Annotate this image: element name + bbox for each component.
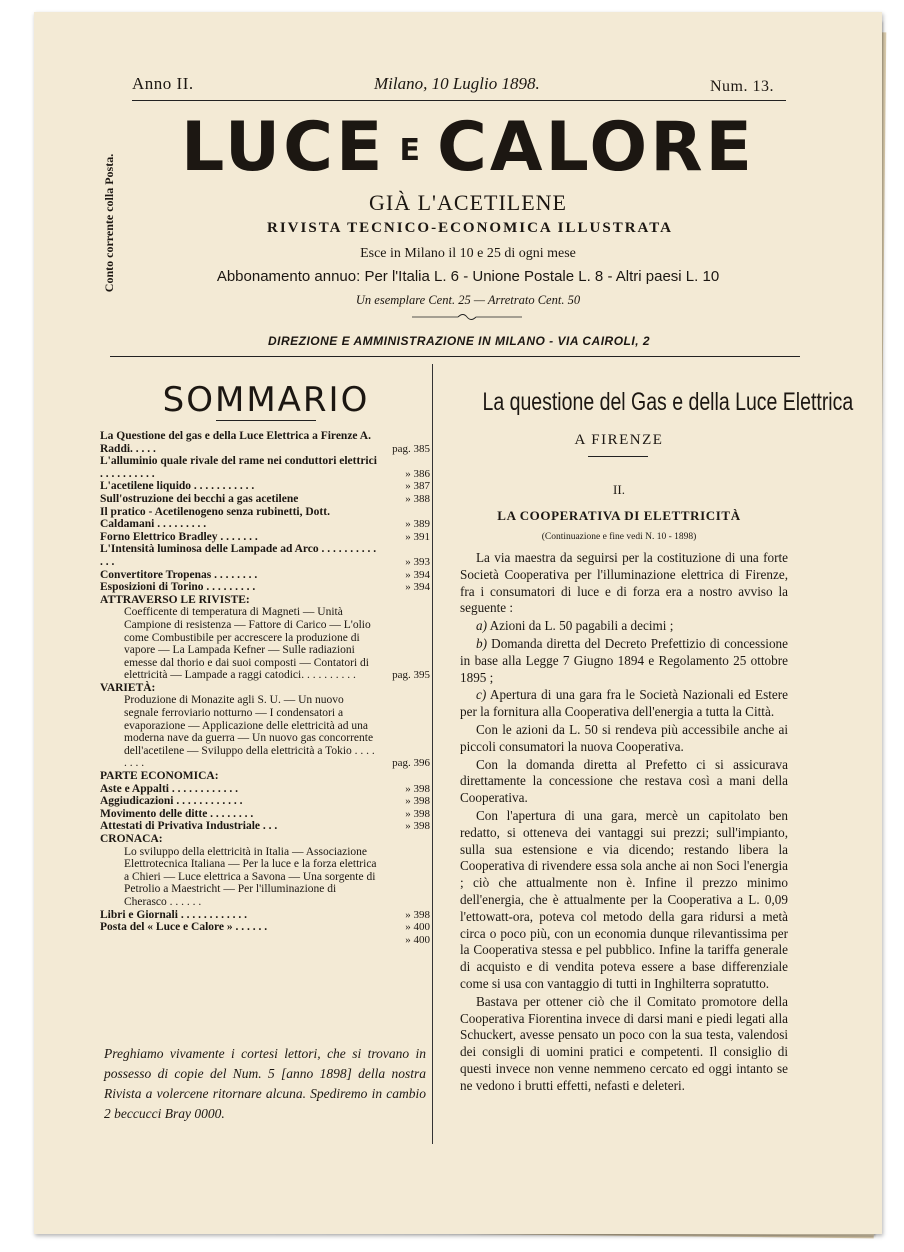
column-divider <box>432 364 433 1144</box>
article-paragraph: a) Azioni da L. 50 pagabili a decimi ; <box>476 618 674 634</box>
toc-entry-title: ATTRAVERSO LE RIVISTE: <box>100 593 250 606</box>
article-paragraph: Con le azioni da L. 50 si rendeva più accessibile anche ai piccoli consumatori la nuova Cooperativa. <box>460 721 788 754</box>
toc-entry-page: » 400 <box>405 921 430 934</box>
toc-entry-page: » 398 <box>405 782 430 795</box>
masthead-word-e: E <box>399 133 423 169</box>
toc-entry <box>100 543 430 568</box>
toc-entry <box>100 480 430 493</box>
article-body <box>460 550 788 1096</box>
issue-date: Milano, 10 Luglio 1898. <box>374 74 540 93</box>
toc-entry <box>100 795 430 808</box>
article-subtitle: A FIRENZE <box>574 432 664 448</box>
toc-entry <box>100 506 430 531</box>
toc-entry <box>100 783 430 796</box>
toc-entry <box>100 594 430 607</box>
reader-notice: Preghiamo vivamente i cortesi lettori, che si trovano in possesso di copie del Num. 5 [anno 1898] della nostra Rivista a volercene ritornare alcuna. Spediremo in cambio 2 beccucci Bray 0000. <box>104 1046 426 1121</box>
toc-entry-title: Sull'ostruzione dei becchi a gas acetilene <box>100 492 299 505</box>
toc-entry-title: Forno Elettrico Bradley . . . . . . . <box>100 530 258 543</box>
toc-entry-title: Libri e Giornali . . . . . . . . . . . . <box>100 908 247 921</box>
toc-entry-title: Esposizioni di Torino . . . . . . . . . <box>100 581 256 594</box>
toc-entry <box>100 808 430 821</box>
toc-entry <box>100 694 430 770</box>
toc-entry <box>100 934 430 947</box>
toc-entry <box>100 493 430 506</box>
toc-entry <box>100 682 430 695</box>
toc-entry-title: Convertitore Tropenas . . . . . . . . <box>100 568 258 581</box>
toc-entry-title: L'alluminio quale rivale del rame nei conduttori elettrici . . . . . . . . . . <box>100 455 377 480</box>
toc-entry-title: Lo sviluppo della elettricità in Italia — Associazione Elettrotecnica Italiana — Per la luce e la forza elettrica a Chieri — Luce elettrica a Savona — Una sorgente di Petrolio a Maestricht — Per l'illuminazione di Cherasco . . . . . . <box>124 845 377 908</box>
editorial-address: DIREZIONE E AMMINISTRAZIONE IN MILANO - VIA CAIROLI, 2 <box>267 334 651 348</box>
table-of-contents <box>100 430 430 946</box>
article-paragraph: La via maestra da seguirsi per la costituzione di una forte Società Cooperativa per l'illuminazione elettrica di Firenze, fra i consumatori di luce e di forza era a nostro avviso la seguente : <box>460 550 788 616</box>
toc-entry-page: » 393 <box>405 555 430 568</box>
toc-entry <box>100 455 430 480</box>
toc-entry-title: Movimento delle ditte . . . . . . . . <box>100 807 254 820</box>
masthead-subtitle: GIÀ L'ACETILENE <box>369 190 567 215</box>
summary-rule <box>216 420 316 421</box>
toc-entry <box>100 921 430 934</box>
header-rule <box>132 100 786 101</box>
article-title: La questione del Gas e della Luce Elettrica <box>482 388 854 416</box>
toc-entry <box>100 531 430 544</box>
toc-entry-title: La Questione del gas e della Luce Elettrica a Firenze A. Raddi. . . . . <box>100 430 371 455</box>
issue-frequency: Esce in Milano il 10 e 25 di ogni mese <box>360 246 576 261</box>
article-paragraph: b) Domanda diretta del Decreto Prefettizio di concessione in base alla Legge 7 Giugno 1894 e Regolamento 25 ottobre 1895 ; <box>460 635 788 685</box>
toc-entry-title: Aggiudicazioni . . . . . . . . . . . . <box>100 795 243 808</box>
toc-entry-page: » 398 <box>405 795 430 808</box>
toc-entry-page: » 386 <box>405 467 430 480</box>
article-heading: LA COOPERATIVA DI ELETTRICITÀ <box>497 508 741 523</box>
article-continuation-note: (Continuazione e fine vedi N. 10 - 1898) <box>541 532 697 542</box>
toc-entry <box>100 770 430 783</box>
toc-entry-page: » 388 <box>405 492 430 505</box>
toc-entry <box>100 569 430 582</box>
toc-entry-title: Il pratico - Acetilenogeno senza rubinetti, Dott. Caldamani . . . . . . . . . <box>100 505 330 531</box>
summary-title: SOMMARIO <box>162 380 370 420</box>
toc-entry-page: » 398 <box>405 820 430 833</box>
masthead-title <box>148 108 788 191</box>
toc-entry-page: pag. 385 <box>392 442 430 455</box>
toc-entry-page: pag. 396 <box>392 757 430 770</box>
toc-entry-title: Coefficente di temperatura di Magneti — Unità Campione di resistenza — Fattore di Carico — L'olio come Combustibile per accrescere la produzione di vapore — La Lampada Kefner — Sulle radiazioni emesse dal thorio e dai suoi composti — Contatori di elettricità — Lampade a raggi catodici. . . . . . . . . . <box>124 606 371 682</box>
article-section-number: II. <box>613 482 625 497</box>
toc-entry <box>100 846 430 909</box>
toc-entry-page: » 391 <box>405 530 430 543</box>
ornament-divider <box>412 312 522 322</box>
toc-entry <box>100 909 430 922</box>
postal-note: Conto corrente colla Posta. <box>102 153 116 293</box>
toc-entry-page: » 389 <box>405 518 430 531</box>
issue-number: Num. 13. <box>710 78 774 95</box>
toc-entry-page: » 400 <box>405 933 430 946</box>
article-paragraph: Bastava per ottener ciò che il Comitato promotore della Cooperativa Fiorentina invece di darsi mani e piedi legati alla Schuckert, avesse pensato un poco con la sua testa, valendosi dei consigli di uomini pratici e competenti. Il consiglio di questi invece non venne nemmeno cercato ed oggi intanto se ne vedono i brutti effetti, nefasti e deleteri. <box>460 993 788 1093</box>
toc-entry-title: VARIETÀ: <box>100 681 156 694</box>
article-paragraph: Con l'apertura di una gara, mercè un capitolato ben redatto, si otteneva dei vantaggi sui prezzi; sull'impianto, sulla sua estensione e via dicendo; restando libera la Cooperativa di rivendere essa sola anche ai non Soci l'energia ; ciò che attualmente non è. Infine il prezzo minimo dell'energia, che è attualmente per la Cooperativa a L. 0,09 l'ettowatt-ora, poteva col metodo della gara ridursi a metà circa o poco più, con un economia dunque rilevantissima per la Cooperativa stessa e pel pubblico. Infine la tariffa generale di acquisto e di vendita poteva essere a base differenziale come si usa con vantaggio di tutti in Inghilterra sopratutto. <box>460 807 788 991</box>
toc-entry-title: Produzione di Monazite agli S. U. — Un nuovo segnale ferroviario notturno — I condensatori a evaporazione — Applicazione delle elettricità ad una moderna nave da guerra — Un nuovo gas concorrente dell'acetilene — Sviluppo della elettricità a Tokio . . . . . . . . <box>124 694 375 770</box>
masthead-word-calore: CALORE <box>436 108 756 187</box>
toc-entry-title: L'Intensità luminosa delle Lampade ad Arco . . . . . . . . . . . . . <box>100 543 377 568</box>
toc-entry-page: » 387 <box>405 480 430 493</box>
toc-entry-title: Aste e Appalti . . . . . . . . . . . . <box>100 782 238 795</box>
subscription-info: Abbonamento annuo: Per l'Italia L. 6 - Unione Postale L. 8 - Altri paesi L. 10 <box>216 268 720 285</box>
toc-entry-page: » 398 <box>405 908 430 921</box>
toc-entry <box>100 430 430 455</box>
article-paragraph: Con la domanda diretta al Prefetto ci si assicurava direttamente la concessione che restava così a mani della Cooperativa. <box>460 756 788 806</box>
price-info: Un esemplare Cent. 25 — Arretrato Cent. 50 <box>355 293 581 307</box>
toc-entry <box>100 820 430 833</box>
header-bottom-rule <box>110 356 800 357</box>
masthead-word-luce: LUCE <box>180 108 386 187</box>
toc-entry-page: » 398 <box>405 807 430 820</box>
toc-entry-page: » 394 <box>405 568 430 581</box>
toc-entry-title: PARTE ECONOMICA: <box>100 770 219 783</box>
article-paragraph: c) Apertura di una gara fra le Società Nazionali ed Estere per la fornitura alla Cooperativa dell'energia a tutta la Città. <box>460 687 788 720</box>
toc-entry <box>100 606 430 682</box>
toc-entry-page: pag. 395 <box>392 669 430 682</box>
newspaper-page <box>34 12 882 1234</box>
toc-entry-title: L'acetilene liquido . . . . . . . . . . . <box>100 480 255 493</box>
article-rule <box>588 456 648 457</box>
toc-entry <box>100 581 430 594</box>
toc-entry-title: Posta del « Luce e Calore » . . . . . . <box>100 921 268 934</box>
toc-entry-title: CRONACA: <box>100 833 163 845</box>
masthead-tagline: RIVISTA TECNICO-ECONOMICA ILLUSTRATA <box>267 220 673 236</box>
toc-entry-page: » 394 <box>405 581 430 594</box>
toc-entry <box>100 833 430 846</box>
issue-year: Anno II. <box>132 74 194 93</box>
toc-entry-title: Attestati di Privativa Industriale . . . <box>100 820 278 833</box>
